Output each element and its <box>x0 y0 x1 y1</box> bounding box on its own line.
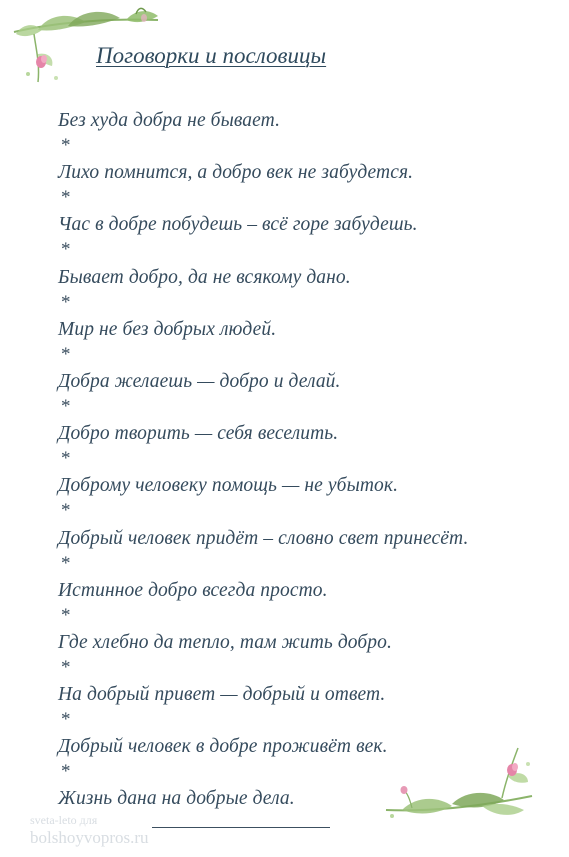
proverb-text: Бывает добро, да не всякому дано. <box>58 266 351 288</box>
watermark-author: sveta-leto для <box>30 813 98 827</box>
separator-asterisk: * <box>61 395 71 417</box>
floral-sprig-bottom-icon <box>382 740 542 830</box>
list-item <box>58 317 558 369</box>
separator-asterisk: * <box>61 135 71 156</box>
list-item <box>58 369 558 421</box>
separator-asterisk: * <box>61 604 71 626</box>
proverb-text: Добра желаешь — добро и делай. <box>58 370 341 392</box>
separator-asterisk: * <box>61 291 71 313</box>
separator-asterisk: * <box>61 343 71 365</box>
list-item <box>58 421 558 473</box>
separator-asterisk: * <box>61 761 71 783</box>
proverb-text: Где хлебно да тепло, там жить добро. <box>58 631 392 653</box>
separator-asterisk: * <box>61 709 71 731</box>
list-item <box>58 682 558 734</box>
separator-asterisk: * <box>61 239 71 261</box>
proverb-text: Добро творить — себя веселить. <box>58 423 339 445</box>
proverb-list <box>58 108 558 839</box>
list-item <box>58 630 558 682</box>
proverb-text: На добрый привет — добрый и ответ. <box>58 684 386 706</box>
list-item <box>58 212 558 264</box>
separator-asterisk: * <box>61 500 71 522</box>
watermark-site: bolshoyvopros.ru <box>30 828 149 847</box>
proverb-text: Мир не без добрых людей. <box>58 318 277 340</box>
separator-asterisk: * <box>61 187 71 209</box>
separator-asterisk: * <box>61 448 71 470</box>
proverb-text: Доброму человеку помощь — не убыток. <box>58 475 399 497</box>
list-item <box>58 108 558 160</box>
list-item <box>58 526 558 578</box>
list-item <box>58 160 558 212</box>
list-item <box>58 265 558 317</box>
proverb-text: Час в добре побудешь – всё горе забудешь. <box>58 214 418 236</box>
list-item <box>58 578 558 630</box>
proverb-text: Добрый человек в добре проживёт век. <box>58 736 388 758</box>
proverb-text: Добрый человек придёт – словно свет принесёт. <box>58 527 469 549</box>
proverb-text: Жизнь дана на добрые дела. <box>58 788 295 810</box>
separator-asterisk: * <box>61 656 71 678</box>
separator-asterisk: * <box>61 552 71 574</box>
page-title: Поговорки и пословицы <box>96 43 327 68</box>
proverb-text: Лихо помнится, а добро век не забудется. <box>58 162 414 184</box>
proverb-text: Истинное добро всегда просто. <box>58 579 328 601</box>
proverb-text: Без худа добра не бывает. <box>58 110 281 131</box>
signature-line <box>152 827 330 828</box>
list-item <box>58 473 558 525</box>
